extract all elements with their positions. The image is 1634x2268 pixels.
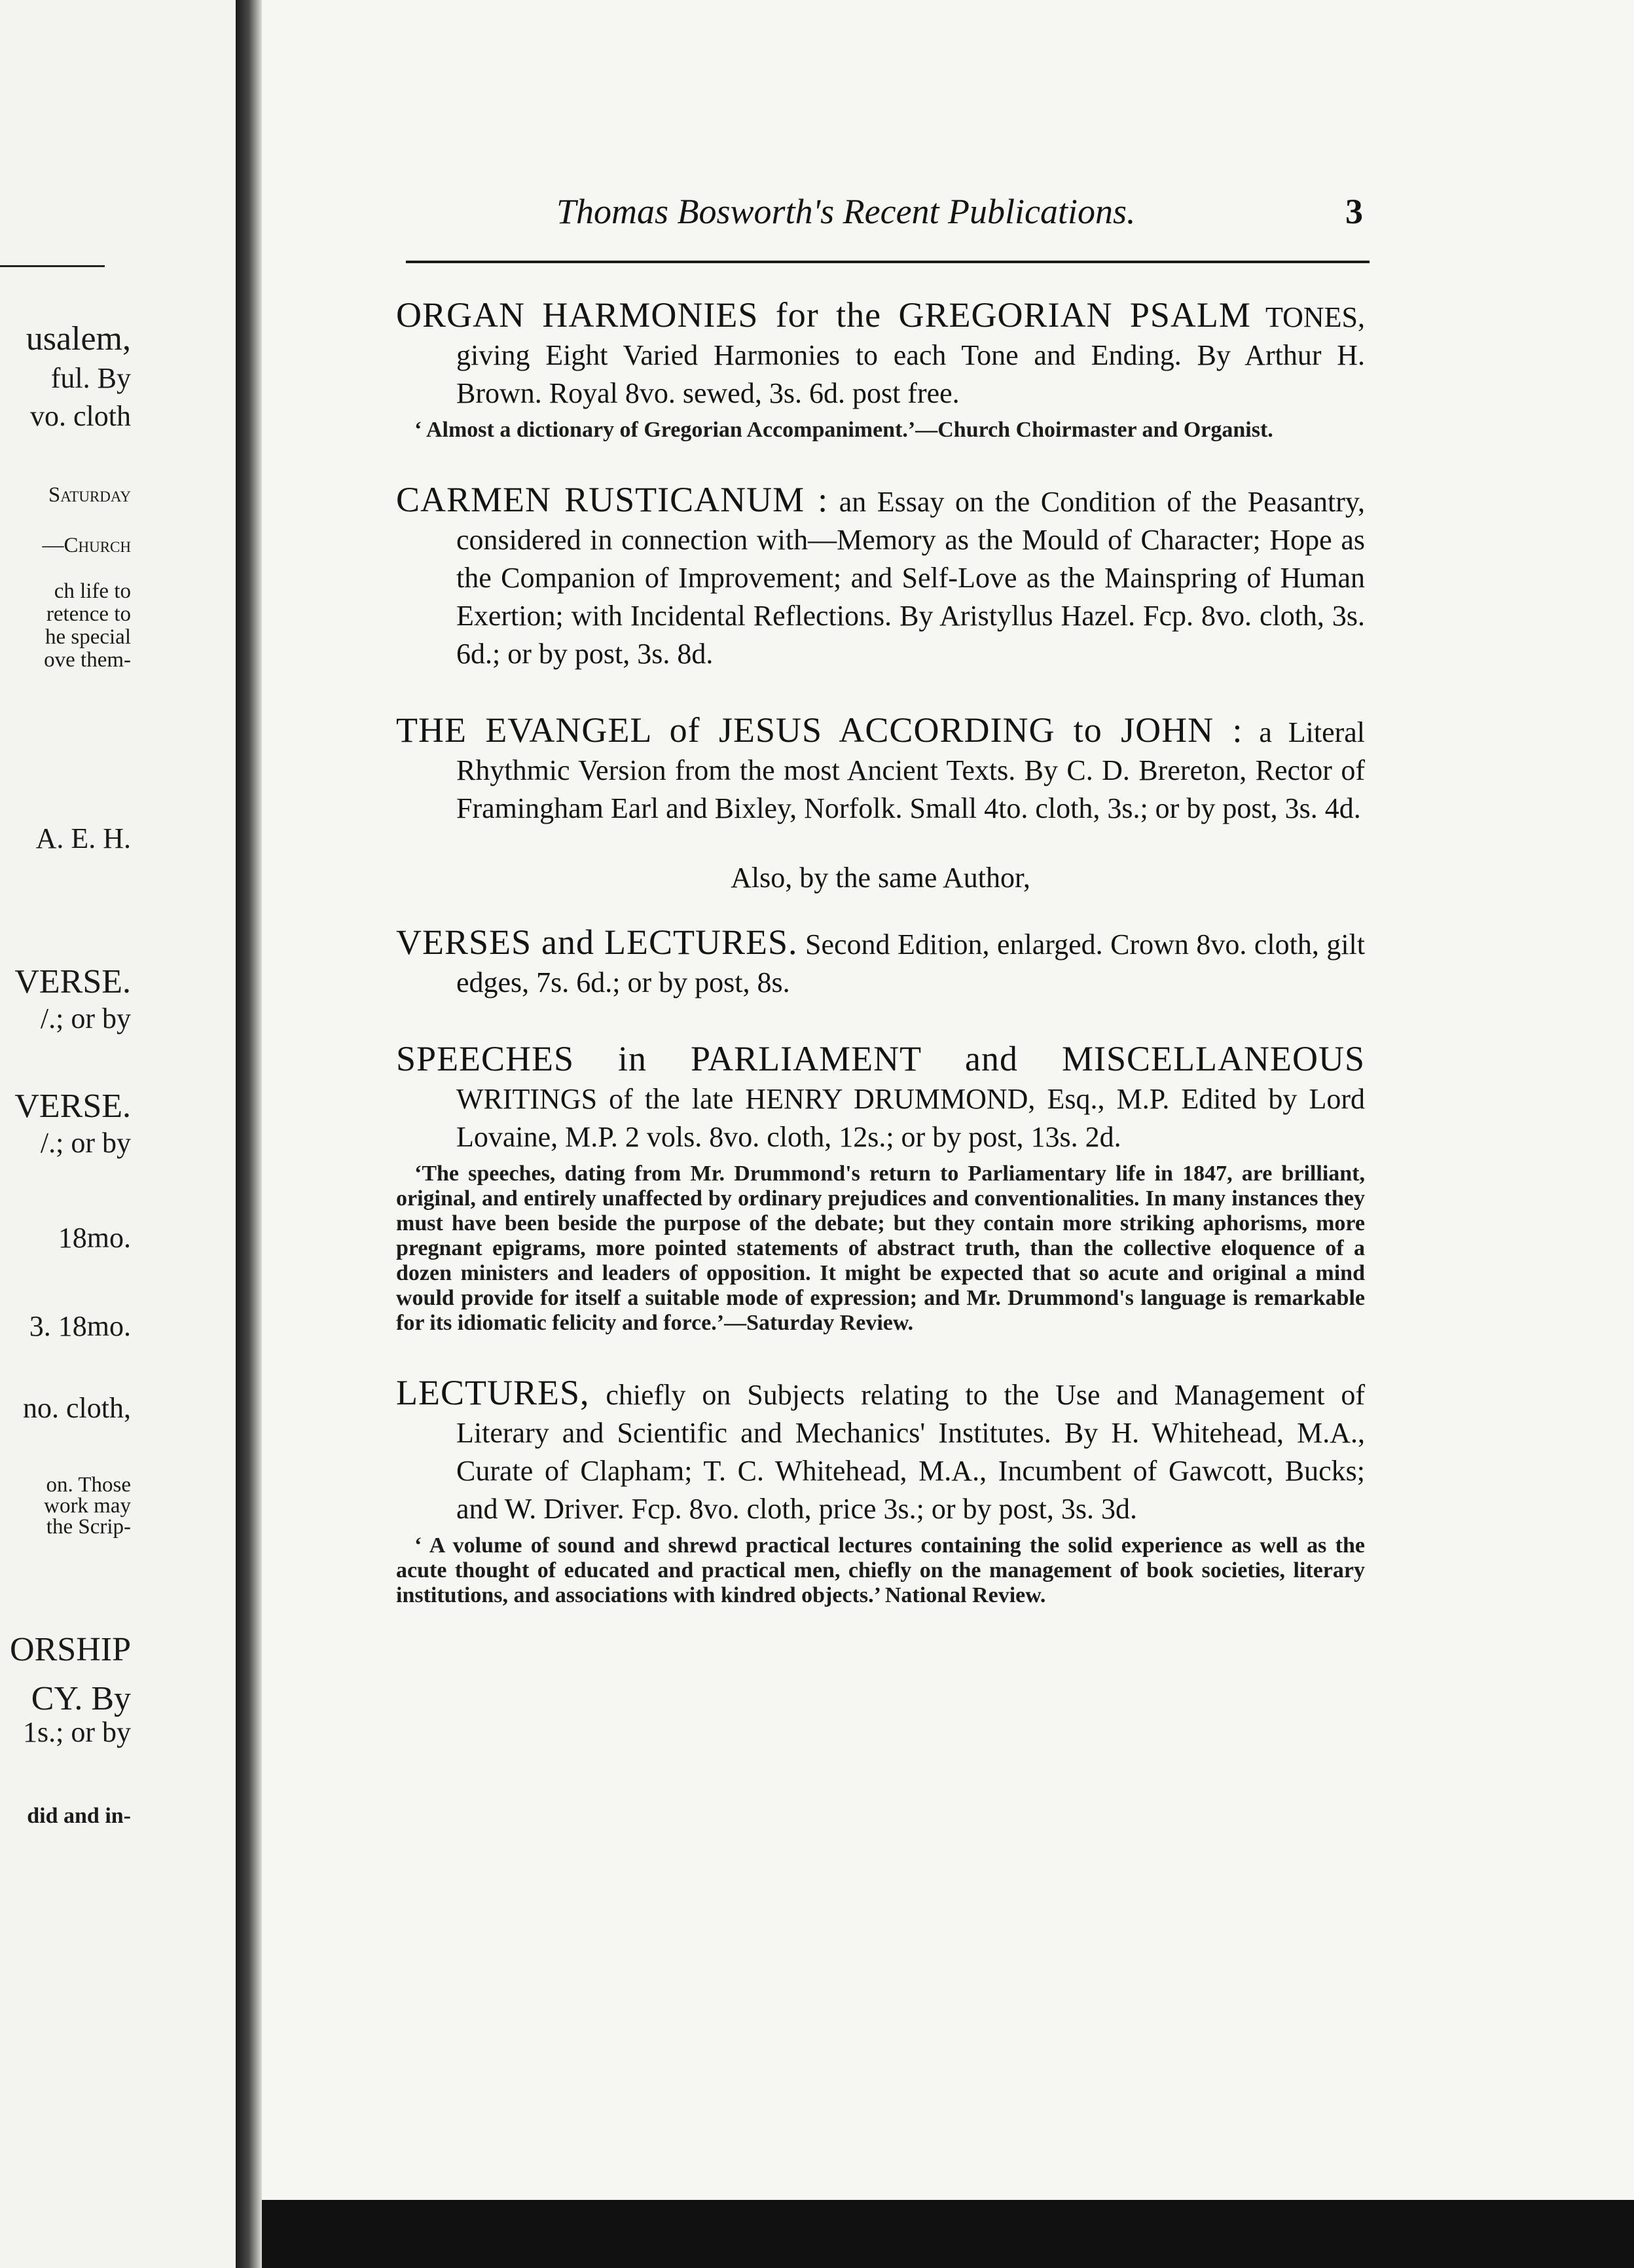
header-rule: [406, 261, 1370, 263]
entry-title: VERSES and LECTURES.: [396, 923, 798, 962]
facing-page-text: vo. cloth: [30, 400, 131, 432]
review-quote: ‘The speeches, dating from Mr. Drummond's return to Parliamentary life in 1847, are brilliant, original, and entirely unaffected by ordinary prejudices and conventionalities. In many instances they must have been beside the purpose of the debate; but they contain more striking aphorisms, more pregnant epigrams, more pointed statements of abstract truth, than the collective eloquence of a dozen ministers and leaders of opposition. It might be expected that so acute and original a mind would provide for itself a suitable mode of expression; and Mr. Drummond's language is remarkable for its idiomatic felicity and force.’—Saturday Review.: [396, 1161, 1365, 1335]
running-head: Thomas Bosworth's Recent Publications.: [556, 192, 1136, 231]
facing-page-text: ove them-: [44, 648, 131, 672]
entry-evangel-of-jesus: [396, 711, 1365, 828]
facing-page-text: ful. By: [50, 362, 131, 394]
facing-page-text: VERSE.: [14, 963, 131, 1000]
facing-page-text: VERSE.: [14, 1088, 131, 1125]
entry-body: [396, 296, 1365, 412]
facing-page-fragment: [0, 0, 236, 2268]
book-gutter: [236, 0, 262, 2268]
publication-list: [396, 296, 1365, 1646]
entry-speeches-in-parliament: [396, 1040, 1365, 1336]
facing-page-text: Saturday: [48, 483, 131, 507]
entry-text: TONES, giving Eight Varied Harmonies to each Tone and Ending. By Arthur H. Brown. Royal 8vo. sewed, 3s. 6d. post free.: [456, 301, 1365, 409]
facing-page-text: /.; or by: [40, 1127, 131, 1159]
facing-page-text: 18mo.: [58, 1222, 131, 1254]
entry-text: a Literal Rhythmic Version from the most Ancient Texts. By C. D. Brereton, Rector of Framingham Earl and Bixley, Norfolk. Small 4to. cloth, 3s.; or by post, 3s. 4d.: [456, 716, 1366, 824]
entry-title: CARMEN RUSTICANUM :: [396, 480, 829, 519]
entry-body: [396, 1040, 1365, 1156]
facing-page-text: no. cloth,: [23, 1392, 131, 1424]
entry-body: [396, 481, 1365, 673]
entry-carmen-rusticanum: [396, 481, 1365, 673]
entry-body: [396, 923, 1365, 1002]
entry-body: [396, 711, 1365, 828]
facing-page-text: CY. By: [31, 1680, 131, 1717]
facing-page-text: ORSHIP: [10, 1631, 131, 1668]
also-by-author: Also, by the same Author,: [731, 862, 1030, 894]
scan-shadow-bottom: [262, 2200, 1634, 2268]
entry-organ-harmonies: [396, 296, 1365, 443]
facing-page-text: retence to: [46, 602, 131, 626]
facing-page-rule: [0, 265, 105, 267]
entry-title: ORGAN HARMONIES for the GREGORIAN PSALM: [396, 295, 1251, 335]
entry-text: an Essay on the Condition of the Peasantry, considered in connection with—Memory as the Mould of Character; Hope as the Companion of Improvement; and Self-Love as the Mainspring of Human Exertion; with Incidental Reflections. By Aristyllus Hazel. Fcp. 8vo. cloth, 3s. 6d.; or by post, 3s. 8d.: [456, 486, 1365, 670]
review-quote: ‘ Almost a dictionary of Gregorian Accompaniment.’—Church Choirmaster and Organist.: [414, 418, 1273, 442]
facing-page-text: usalem,: [26, 320, 131, 357]
entry-body: [396, 1374, 1365, 1528]
facing-page-text: —Church: [42, 534, 131, 557]
facing-page-text: A. E. H.: [35, 822, 131, 854]
review-quote: ‘ A volume of sound and shrewd practical lectures containing the solid experience as well as the acute thought of educated and practical men, chiefly on the management of book societies, literary institutions, and associations with kindred objects.’ National Review.: [396, 1533, 1365, 1607]
entry-text: WRITINGS of the late HENRY DRUMMOND, Esq., M.P. Edited by Lord Lovaine, M.P. 2 vols. 8vo. cloth, 12s.; or by post, 13s. 2d.: [456, 1083, 1365, 1153]
entry-text: Second Edition, enlarged. Crown 8vo. cloth, gilt edges, 7s. 6d.; or by post, 8s.: [456, 928, 1366, 998]
facing-page-text: 1s.; or by: [23, 1716, 131, 1748]
facing-page-text: work may: [44, 1494, 131, 1518]
entry-lectures: [396, 1374, 1365, 1608]
entry-title: THE EVANGEL of JESUS ACCORDING to JOHN :: [396, 710, 1243, 750]
entry-verses-and-lectures: [396, 923, 1365, 1002]
facing-page-text: did and in-: [27, 1804, 131, 1828]
facing-page-text: 3. 18mo.: [29, 1310, 131, 1342]
facing-page-text: the Scrip-: [46, 1515, 131, 1539]
facing-page-text: he special: [45, 625, 131, 649]
entry-text: chiefly on Subjects relating to the Use and Management of Literary and Scientific and Mechanics' Institutes. By H. Whitehead, M.A., Curate of Clapham; T. C. Whitehead, M.A., Incumbent of Gawcott, Bucks; and W. Driver. Fcp. 8vo. cloth, price 3s.; or by post, 3s. 3d.: [456, 1379, 1365, 1525]
entry-title: LECTURES,: [396, 1373, 590, 1412]
page-number: 3: [1345, 192, 1363, 231]
entry-title: SPEECHES in PARLIAMENT and MISCELLANEOUS: [396, 1039, 1365, 1078]
facing-page-text: ch life to: [54, 579, 131, 603]
facing-page-text: /.; or by: [40, 1002, 131, 1034]
facing-page-text: on. Those: [46, 1473, 131, 1497]
